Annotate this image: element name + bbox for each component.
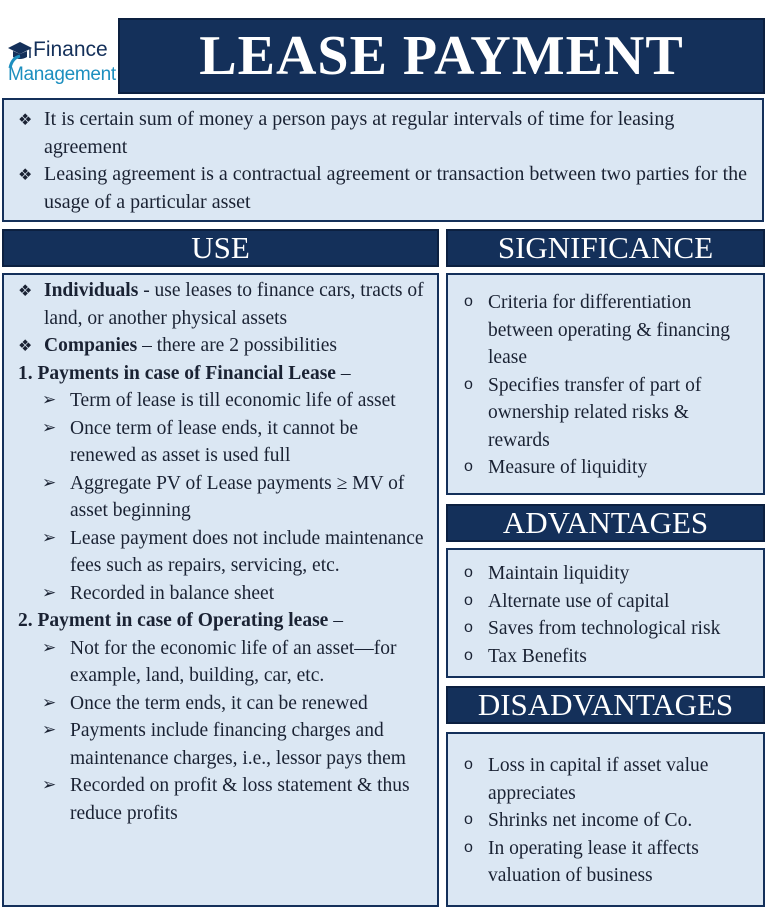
logo	[0, 18, 114, 94]
companies-text: – there are 2 possibilities	[137, 335, 338, 356]
disadvantages-heading: DISADVANTAGES	[446, 686, 765, 724]
financial-lease-heading-suffix: –	[335, 362, 351, 384]
use-individuals-item	[18, 277, 427, 332]
advantages-panel	[446, 548, 765, 678]
list-item: ➢ Payments include financing charges and maintenance charges, i.e., lessor pays them	[42, 717, 427, 772]
financial-lease-heading	[18, 360, 427, 388]
page-title: LEASE PAYMENT	[118, 18, 765, 94]
significance-panel	[446, 273, 765, 495]
list-item: o Maintain liquidity	[462, 560, 757, 588]
list-item: o In operating lease it affects valuation of business	[462, 835, 757, 890]
operating-lease-list	[42, 635, 427, 828]
list-item: ➢ Once term of lease ends, it cannot be renewed as asset is used full	[42, 415, 427, 470]
logo-text-management: Management	[8, 64, 116, 85]
individuals-label: Individuals	[44, 280, 139, 301]
logo-text-finance: Finance	[33, 38, 108, 61]
disadvantages-panel	[446, 732, 765, 907]
list-item: ➢ Recorded in balance sheet	[42, 580, 427, 608]
list-item: o Alternate use of capital	[462, 588, 757, 616]
advantages-heading: ADVANTAGES	[446, 504, 765, 542]
operating-lease-heading	[18, 607, 427, 635]
intro-list	[18, 106, 748, 216]
list-item: ➢ Once the term ends, it can be renewed	[42, 690, 427, 718]
intro-item: ❖ Leasing agreement is a contractual agreement or transaction between two parties for the usage of a particular asset	[18, 161, 748, 216]
financial-lease-list	[42, 387, 427, 607]
list-item: ➢ Term of lease is till economic life of asset	[42, 387, 427, 415]
operating-lease-heading-text: 2. Payment in case of Operating lease	[18, 610, 329, 631]
use-parties-list	[18, 277, 427, 360]
disadvantages-list	[462, 752, 757, 890]
list-item: o Criteria for differentiation between operating & financing lease	[462, 289, 753, 372]
list-item: o Tax Benefits	[462, 643, 757, 671]
use-companies-item	[18, 332, 427, 360]
advantages-list	[462, 560, 757, 670]
companies-label: Companies	[44, 335, 138, 356]
list-item: ➢ Lease payment does not include maintenance fees such as repairs, servicing, etc.	[42, 525, 427, 580]
individuals-text: - use leases to finance cars, tracts of land, or another physical assets	[44, 280, 424, 329]
intro-item: ❖ It is certain sum of money a person pays at regular intervals of time for leasing agreement	[18, 106, 748, 161]
intro-panel	[2, 98, 764, 222]
list-item: o Specifies transfer of part of ownership related risks & rewards	[462, 372, 753, 455]
list-item: o Loss in capital if asset value appreciates	[462, 752, 757, 807]
list-item: o Measure of liquidity	[462, 454, 753, 482]
list-item: o Saves from technological risk	[462, 615, 757, 643]
significance-list	[462, 289, 753, 482]
list-item: ➢ Aggregate PV of Lease payments ≥ MV of asset beginning	[42, 470, 427, 525]
list-item: ➢ Not for the economic life of an asset—for example, land, building, car, etc.	[42, 635, 427, 690]
list-item: ➢ Recorded on profit & loss statement & thus reduce profits	[42, 772, 427, 827]
use-heading: USE	[2, 229, 439, 267]
significance-heading: SIGNIFICANCE	[446, 229, 765, 267]
operating-lease-heading-suffix: –	[328, 610, 343, 631]
financial-lease-heading-text: 1. Payments in case of Financial Lease	[18, 362, 336, 384]
use-panel	[2, 273, 439, 907]
list-item: o Shrinks net income of Co.	[462, 807, 757, 835]
